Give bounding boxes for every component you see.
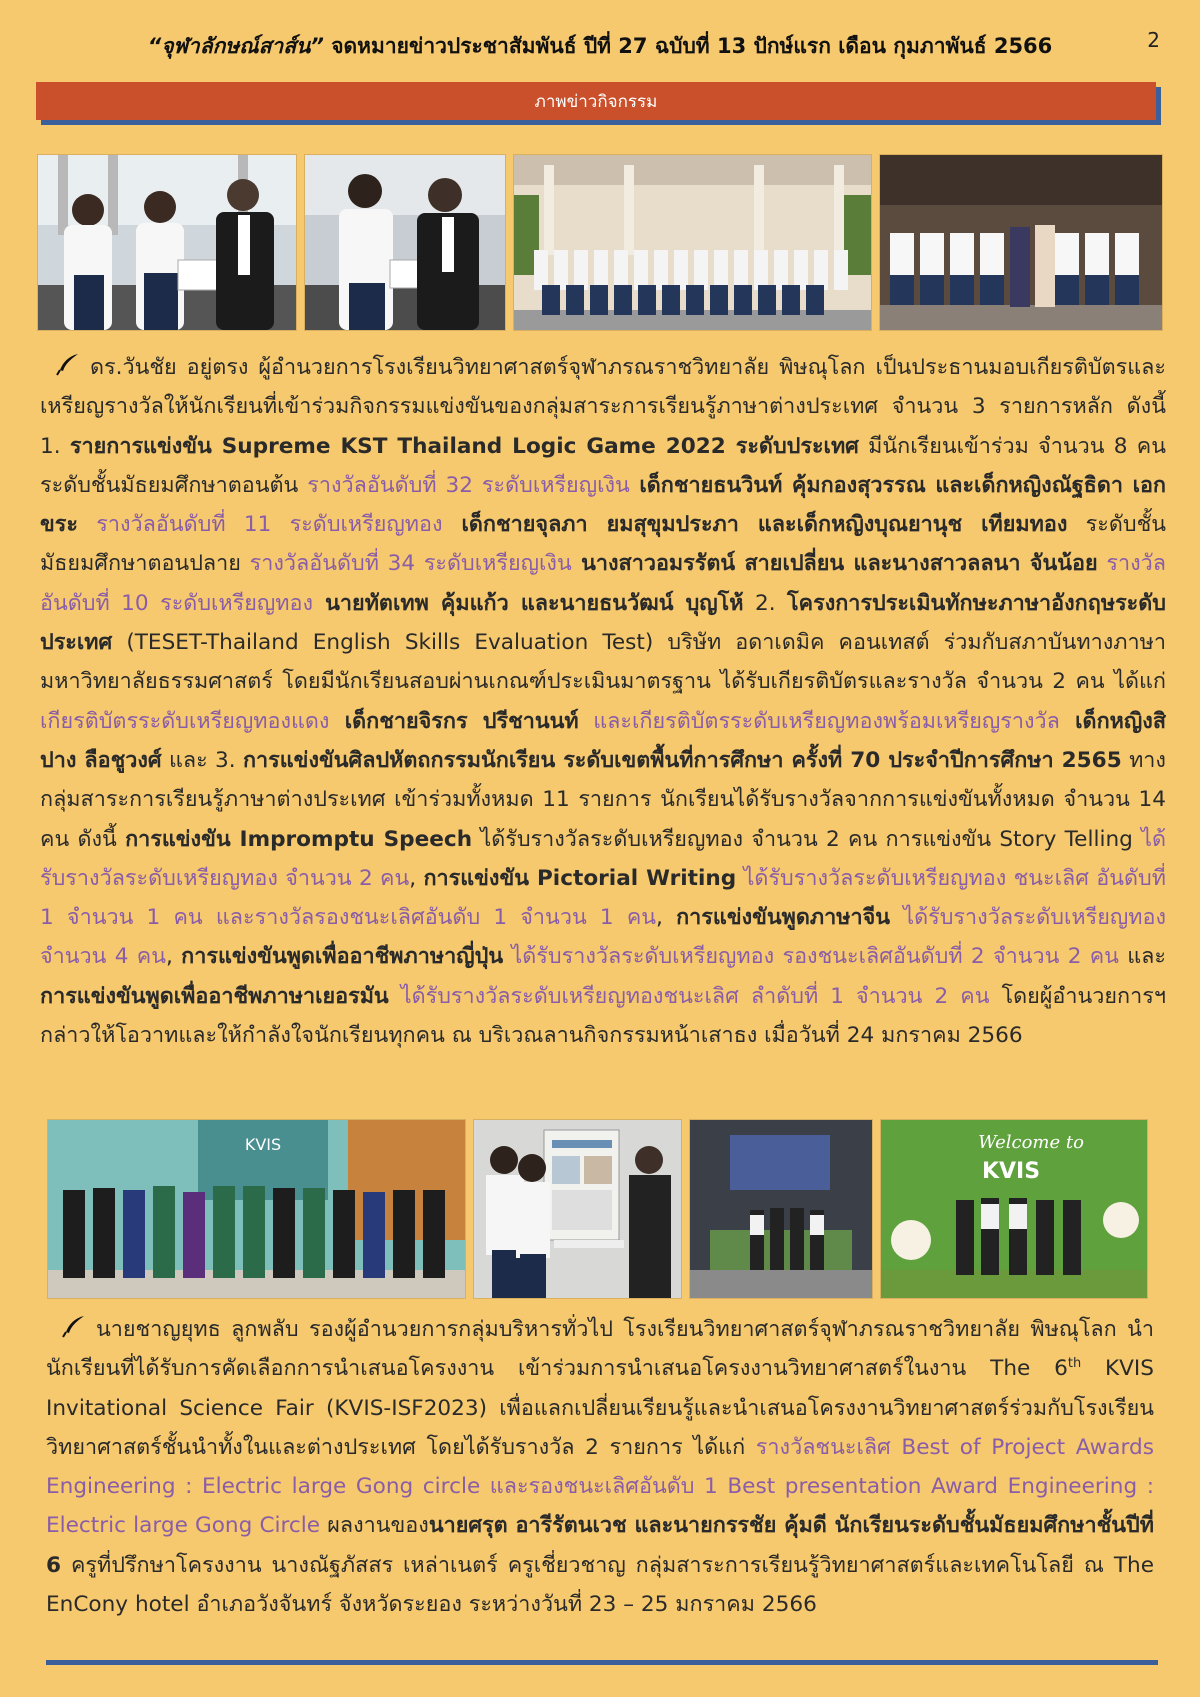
award-photo-girls (37, 154, 297, 331)
paragraph-segment: และ 3. (161, 747, 243, 773)
paragraph-segment: รางวัลชนะเลิศ Best of Project Awards Engineering : Electric large Gong circle และรองชนะเลิศอันดับ 1 Best presentation Award Engineering : Electric large Gong Circle (46, 1434, 1155, 1539)
paragraph-segment: มีนักเรียนเข้าร่วม จำนวน 8 คน ระดับชั้นมัธยมศึกษาตอนต้น (40, 433, 1167, 498)
article-awards-foreign-language (40, 348, 1166, 1055)
svg-text:Welcome to: Welcome to (978, 1132, 1084, 1153)
paragraph-segment: โครงการประเมินทักษะภาษาอังกฤษระดับประเทศ (40, 590, 1166, 656)
paragraph-segment: รางวัลอันดับที่ 34 ระดับเหรียญเงิน (249, 551, 572, 577)
footer-rule (46, 1660, 1158, 1665)
section-title: ภาพข่าวกิจกรรม (534, 91, 658, 112)
paragraph-segment: , (165, 944, 182, 970)
paragraph-segment: การแข่งขันพูดเพื่ออาชีพภาษาญี่ปุ่น (181, 944, 504, 970)
paragraph-segment: , (656, 905, 677, 931)
paragraph-segment: การแข่งขัน Impromptu Speech (125, 826, 473, 852)
paragraph-segment: เกียรติบัตรระดับเหรียญทองแดง (40, 708, 330, 734)
paragraph-segment: , (409, 865, 424, 891)
svg-text:KVIS: KVIS (244, 1135, 282, 1154)
paragraph-segment: (TESET-Thailand English Skills Evaluation Test) บริษัท อดาเดมิค คอนเทสต์ ร่วมกับสภาบันทางภาษามหาวิทยาลัยธรรมศาสตร์ โดยมีนักเรียนสอบผ่านเกณฑ์ประเมินมาตรฐาน ได้รับเกียรติบัตรและรางวัล จำนวน 2 คน ได้แก่ (40, 630, 1166, 695)
group-photo-certificates (879, 154, 1163, 331)
paragraph-segment: นางสาวอมรรัตน์ สายเปลี่ยน และนางสาวลลนา จันน้อย (571, 551, 1098, 577)
paragraph-segment: รางวัลอันดับที่ 32 ระดับเหรียญเงิน (307, 472, 630, 498)
svg-text:KVIS: KVIS (981, 1159, 1041, 1184)
paragraph-segment: 2. (743, 590, 788, 616)
superscript-th: th (1067, 1356, 1082, 1372)
paragraph-segment: และเกียรติบัตรระดับเหรียญทองพร้อมเหรียญรางวัล (578, 708, 1060, 734)
paragraph-segment: ได้รับรางวัลระดับเหรียญทอง จำนวน 2 คน (40, 826, 1167, 891)
paragraph-segment: ครูที่ปรึกษาโครงงาน นางณัฐภัสสร เหล่าเนตร์ ครูเชี่ยวชาญ กลุ่มสาระการเรียนรู้วิทยาศาสตร์และเทคโนโลยี ณ The EnCony hotel อำเภอวังจันทร์ จังหวัดระยอง ระหว่างวันที่ 23 – 25 มกราคม 2566 (46, 1552, 1154, 1618)
newsletter-masthead (0, 30, 1200, 63)
paragraph-segment: และ (1118, 944, 1166, 970)
newsletter-issue-info: จดหมายข่าวประชาสัมพันธ์ ปีที่ 27 ฉบับที่ 13 ปักษ์แรก เดือน กุมภาพันธ์ 2566 (323, 34, 1053, 58)
paragraph-segment: นายชาญยุทธ ลูกพลับ รองผู้อำนวยการกลุ่มบริหารทั่วไป โรงเรียนวิทยาศาสตร์จุฬาภรณราชวิทยาลัย พิษณุโลก นำนักเรียนที่ได้รับการคัดเลือกการนำเสนอโครงงาน เข้าร่วมการนำเสนอโครงงานวิทยาศาสตร์ในงาน The 6 (46, 1317, 1154, 1382)
paragraph-segment: ได้รับรางวัลระดับเหรียญทอง จำนวน 4 คน (40, 905, 1166, 970)
paragraph-segment: ระดับชั้นมัธยมศึกษาตอนปลาย (40, 512, 1167, 577)
quill-pen-icon (54, 350, 82, 374)
paragraph-segment: KVIS Invitational Science Fair (KVIS-ISF2023) เพื่อแลกเปลี่ยนเรียนรู้และนำเสนอโครงงานวิทยาศาสตร์ร่วมกับโรงเรียนวิทยาศาสตร์ชั้นนำทั้งในและต่างประเทศ โดยได้รับรางวัล 2 รายการ ได้แก่ (46, 1356, 1155, 1460)
paragraph-segment: ผลงานของ (320, 1513, 429, 1539)
paragraph-segment: ได้รับรางวัลระดับเหรียญทอง ชนะเลิศ อันดับที่ 1 จำนวน 1 คน และรางวัลรองชนะเลิศอันดับ 1 จำนวน 1 คน (40, 865, 1166, 931)
paragraph-segment: การแข่งขัน Pictorial Writing (423, 865, 737, 891)
paragraph-segment: โดยผู้อำนวยการฯ กล่าวให้โอวาทและให้กำลังใจนักเรียนทุกคน ณ บริเวณลานกิจกรรมหน้าเสาธง เมื่อวันที่ 24 มกราคม 2566 (40, 983, 1166, 1049)
paragraph-segment: รางวัลอันดับที่ 10 ระดับเหรียญทอง (40, 551, 1166, 616)
paragraph-segment: นายทัตเทพ คุ้มแก้ว และนายธนวัฒน์ บุญโห้ (313, 590, 744, 616)
paragraph-segment: ได้รับรางวัลระดับเหรียญทองชนะเลิศ ลำดับที่ 1 จำนวน 2 คน (388, 983, 990, 1009)
paragraph-segment: ดร.วันชัย อยู่ตรง ผู้อำนวยการโรงเรียนวิทยาศาสตร์จุฬาภรณราชวิทยาลัย พิษณุโลก เป็นประธานมอบเกียรติบัตรและเหรียญรางวัลให้นักเรียนที่เข้าร่วมกิจกรรมแข่งขันของกลุ่มสาระการเรียนรู้ภาษาต่างประเทศ จำนวน 3 รายการหลัก ดังนี้ 1. (40, 355, 1166, 459)
section-banner (36, 82, 1156, 120)
article-kvis-science-fair (46, 1310, 1154, 1624)
paragraph-segment: การแข่งขันพูดภาษาจีน (676, 905, 891, 931)
paragraph-segment: การแข่งขันพูดเพื่ออาชีพภาษาเยอรมัน (40, 983, 389, 1009)
newsletter-name: “จุฬาลักษณ์สาส์น” (147, 34, 324, 58)
quill-pen-icon (60, 1312, 88, 1336)
project-poster-photo (473, 1119, 682, 1299)
paragraph-segment: ได้รับรางวัลระดับเหรียญทอง จำนวน 2 คน การแข่งขัน Story Telling (472, 826, 1142, 852)
paragraph-segment: รายการแข่งขัน Supreme KST Thailand Logic Game 2022 ระดับประเทศ (69, 433, 859, 459)
paragraph-segment: รางวัลอันดับที่ 11 ระดับเหรียญทอง (77, 512, 443, 538)
stage-presentation-photo (689, 1119, 873, 1299)
paragraph-segment: เด็กชายธนวินท์ คุ้มกองสุวรรณ และเด็กหญิงณัฐธิดา เอกขระ (40, 472, 1166, 538)
paragraph-segment: ทางกลุ่มสาระการเรียนรู้ภาษาต่างประเทศ เข้าร่วมทั้งหมด 11 รายการ นักเรียนได้รับรางวัลจากการแข่งขันทั้งหมด จำนวน 14 คน ดังนี้ (40, 747, 1166, 852)
kvis-group-photo (47, 1119, 466, 1299)
group-photo-school-building (513, 154, 872, 331)
paragraph-segment: ได้รับรางวัลระดับเหรียญทอง รองชนะเลิศอันดับที่ 2 จำนวน 2 คน (503, 944, 1119, 970)
paragraph-segment: การแข่งขันศิลปหัตถกรรมนักเรียน ระดับเขตพื้นที่การศึกษา ครั้งที่ 70 ประจำปีการศึกษา 2565 (242, 747, 1122, 773)
award-photo-boy (304, 154, 506, 331)
paragraph-segment: เด็กหญิงสิปาง ลือชูวงศ์ (40, 708, 1166, 773)
page-number: 2 (1147, 28, 1160, 52)
kvis-welcome-backdrop-photo (880, 1119, 1148, 1299)
top-photo-row (37, 154, 1163, 329)
bottom-photo-row (47, 1119, 1148, 1297)
paragraph-segment: เด็กชายจุลภา ยมสุขุมประภา และเด็กหญิงบุณยานุช เทียมทอง (442, 512, 1068, 538)
paragraph-segment: เด็กชายจิรกร ปรีชานนท์ (329, 708, 579, 734)
paragraph-segment: นายศรุต อารีรัตนเวช และนายกรรชัย คุ้มดี นักเรียนระดับชั้นมัธยมศึกษาชั้นปีที่ 6 (46, 1513, 1154, 1578)
